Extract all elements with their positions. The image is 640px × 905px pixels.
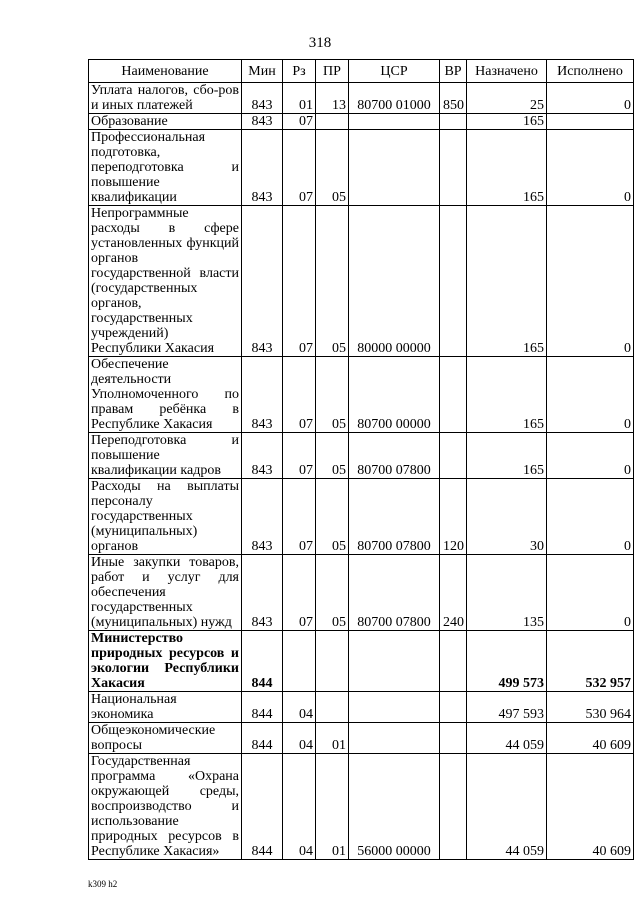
cell-executed: 0 <box>547 479 634 555</box>
cell-rz: 07 <box>283 357 316 433</box>
cell-executed: 40 609 <box>547 723 634 754</box>
cell-vr <box>440 130 467 206</box>
cell-rz: 07 <box>283 130 316 206</box>
cell-assigned: 25 <box>467 83 547 114</box>
cell-executed <box>547 114 634 130</box>
footer-code: k309 h2 <box>88 879 118 889</box>
cell-name: Образование <box>89 114 242 130</box>
header-name: Наименование <box>89 60 242 83</box>
cell-vr <box>440 692 467 723</box>
cell-csr <box>349 114 440 130</box>
cell-rz: 07 <box>283 114 316 130</box>
cell-executed: 0 <box>547 433 634 479</box>
cell-min: 843 <box>242 357 283 433</box>
table-row <box>89 114 634 130</box>
cell-pr: 05 <box>316 433 349 479</box>
header-assigned: Назначено <box>467 60 547 83</box>
cell-name: Национальная экономика <box>89 692 242 723</box>
cell-min: 843 <box>242 555 283 631</box>
cell-assigned: 44 059 <box>467 723 547 754</box>
table-row <box>89 83 634 114</box>
table-row <box>89 754 634 860</box>
table-body <box>89 83 634 860</box>
cell-vr: 850 <box>440 83 467 114</box>
cell-executed: 0 <box>547 83 634 114</box>
cell-rz: 01 <box>283 83 316 114</box>
cell-pr <box>316 114 349 130</box>
cell-csr: 80700 00000 <box>349 357 440 433</box>
cell-pr: 01 <box>316 754 349 860</box>
cell-executed: 0 <box>547 357 634 433</box>
cell-pr: 01 <box>316 723 349 754</box>
cell-pr: 05 <box>316 555 349 631</box>
table-header-row <box>89 60 634 83</box>
cell-min: 844 <box>242 692 283 723</box>
cell-vr: 120 <box>440 479 467 555</box>
cell-csr: 56000 00000 <box>349 754 440 860</box>
cell-csr <box>349 631 440 692</box>
cell-rz: 07 <box>283 555 316 631</box>
cell-min: 843 <box>242 206 283 357</box>
cell-csr <box>349 723 440 754</box>
cell-csr: 80000 00000 <box>349 206 440 357</box>
cell-rz: 07 <box>283 433 316 479</box>
table-row <box>89 555 634 631</box>
cell-executed: 0 <box>547 206 634 357</box>
cell-assigned: 165 <box>467 433 547 479</box>
cell-assigned: 44 059 <box>467 754 547 860</box>
cell-min: 843 <box>242 130 283 206</box>
budget-table <box>88 59 634 860</box>
header-rz: Рз <box>283 60 316 83</box>
table-row <box>89 631 634 692</box>
cell-csr: 80700 01000 <box>349 83 440 114</box>
cell-rz: 04 <box>283 754 316 860</box>
table-row <box>89 206 634 357</box>
cell-vr <box>440 357 467 433</box>
cell-name: Профессиональная подготовка, переподготовка и повышение квалификации <box>89 130 242 206</box>
cell-rz: 04 <box>283 723 316 754</box>
cell-assigned: 165 <box>467 357 547 433</box>
cell-min: 843 <box>242 433 283 479</box>
cell-executed: 40 609 <box>547 754 634 860</box>
cell-pr <box>316 692 349 723</box>
cell-rz: 04 <box>283 692 316 723</box>
cell-executed: 0 <box>547 555 634 631</box>
cell-executed: 530 964 <box>547 692 634 723</box>
cell-name: Общеэкономические вопросы <box>89 723 242 754</box>
cell-rz: 07 <box>283 479 316 555</box>
cell-min: 844 <box>242 631 283 692</box>
cell-vr <box>440 433 467 479</box>
page-number: 318 <box>308 35 332 51</box>
cell-pr: 05 <box>316 357 349 433</box>
cell-pr: 05 <box>316 130 349 206</box>
cell-vr <box>440 723 467 754</box>
cell-name: Расходы на выплаты персоналу государственных (муниципальных) органов <box>89 479 242 555</box>
cell-name: Переподготовка и повышение квалификации кадров <box>89 433 242 479</box>
cell-assigned: 30 <box>467 479 547 555</box>
cell-pr: 13 <box>316 83 349 114</box>
cell-min: 843 <box>242 479 283 555</box>
cell-name: Непрограммные расходы в сфере установленных функций органов государственной власти (государственных органов, государственных учреждений) Республики Хакасия <box>89 206 242 357</box>
header-csr: ЦСР <box>349 60 440 83</box>
cell-rz <box>283 631 316 692</box>
cell-csr <box>349 130 440 206</box>
table-row <box>89 433 634 479</box>
cell-pr: 05 <box>316 206 349 357</box>
cell-min: 844 <box>242 754 283 860</box>
cell-csr: 80700 07800 <box>349 555 440 631</box>
cell-assigned: 499 573 <box>467 631 547 692</box>
cell-executed: 532 957 <box>547 631 634 692</box>
cell-rz: 07 <box>283 206 316 357</box>
cell-assigned: 165 <box>467 114 547 130</box>
cell-min: 844 <box>242 723 283 754</box>
cell-assigned: 165 <box>467 130 547 206</box>
cell-csr: 80700 07800 <box>349 433 440 479</box>
cell-name: Государственная программа «Охрана окружающей среды, воспроизводство и использование природных ресурсов в Республике Хакасия» <box>89 754 242 860</box>
cell-pr: 05 <box>316 479 349 555</box>
cell-csr <box>349 692 440 723</box>
cell-min: 843 <box>242 83 283 114</box>
cell-vr <box>440 114 467 130</box>
table-row <box>89 357 634 433</box>
cell-csr: 80700 07800 <box>349 479 440 555</box>
cell-vr <box>440 206 467 357</box>
header-vr: ВР <box>440 60 467 83</box>
cell-assigned: 165 <box>467 206 547 357</box>
header-executed: Исполнено <box>547 60 634 83</box>
cell-pr <box>316 631 349 692</box>
header-min: Мин <box>242 60 283 83</box>
cell-vr <box>440 631 467 692</box>
cell-assigned: 135 <box>467 555 547 631</box>
cell-name: Иные закупки товаров, работ и услуг для обеспечения государственных (муниципальных) нужд <box>89 555 242 631</box>
cell-min: 843 <box>242 114 283 130</box>
cell-name: Министерство природных ресурсов и экологии Республики Хакасия <box>89 631 242 692</box>
table-row <box>89 130 634 206</box>
cell-vr <box>440 754 467 860</box>
table-row <box>89 723 634 754</box>
cell-name: Уплата налогов, сбо-ров и иных платежей <box>89 83 242 114</box>
header-pr: ПР <box>316 60 349 83</box>
table-row <box>89 692 634 723</box>
cell-name: Обеспечение деятельности Уполномоченного по правам ребёнка в Республике Хакасия <box>89 357 242 433</box>
cell-assigned: 497 593 <box>467 692 547 723</box>
table-row <box>89 479 634 555</box>
cell-executed: 0 <box>547 130 634 206</box>
cell-vr: 240 <box>440 555 467 631</box>
